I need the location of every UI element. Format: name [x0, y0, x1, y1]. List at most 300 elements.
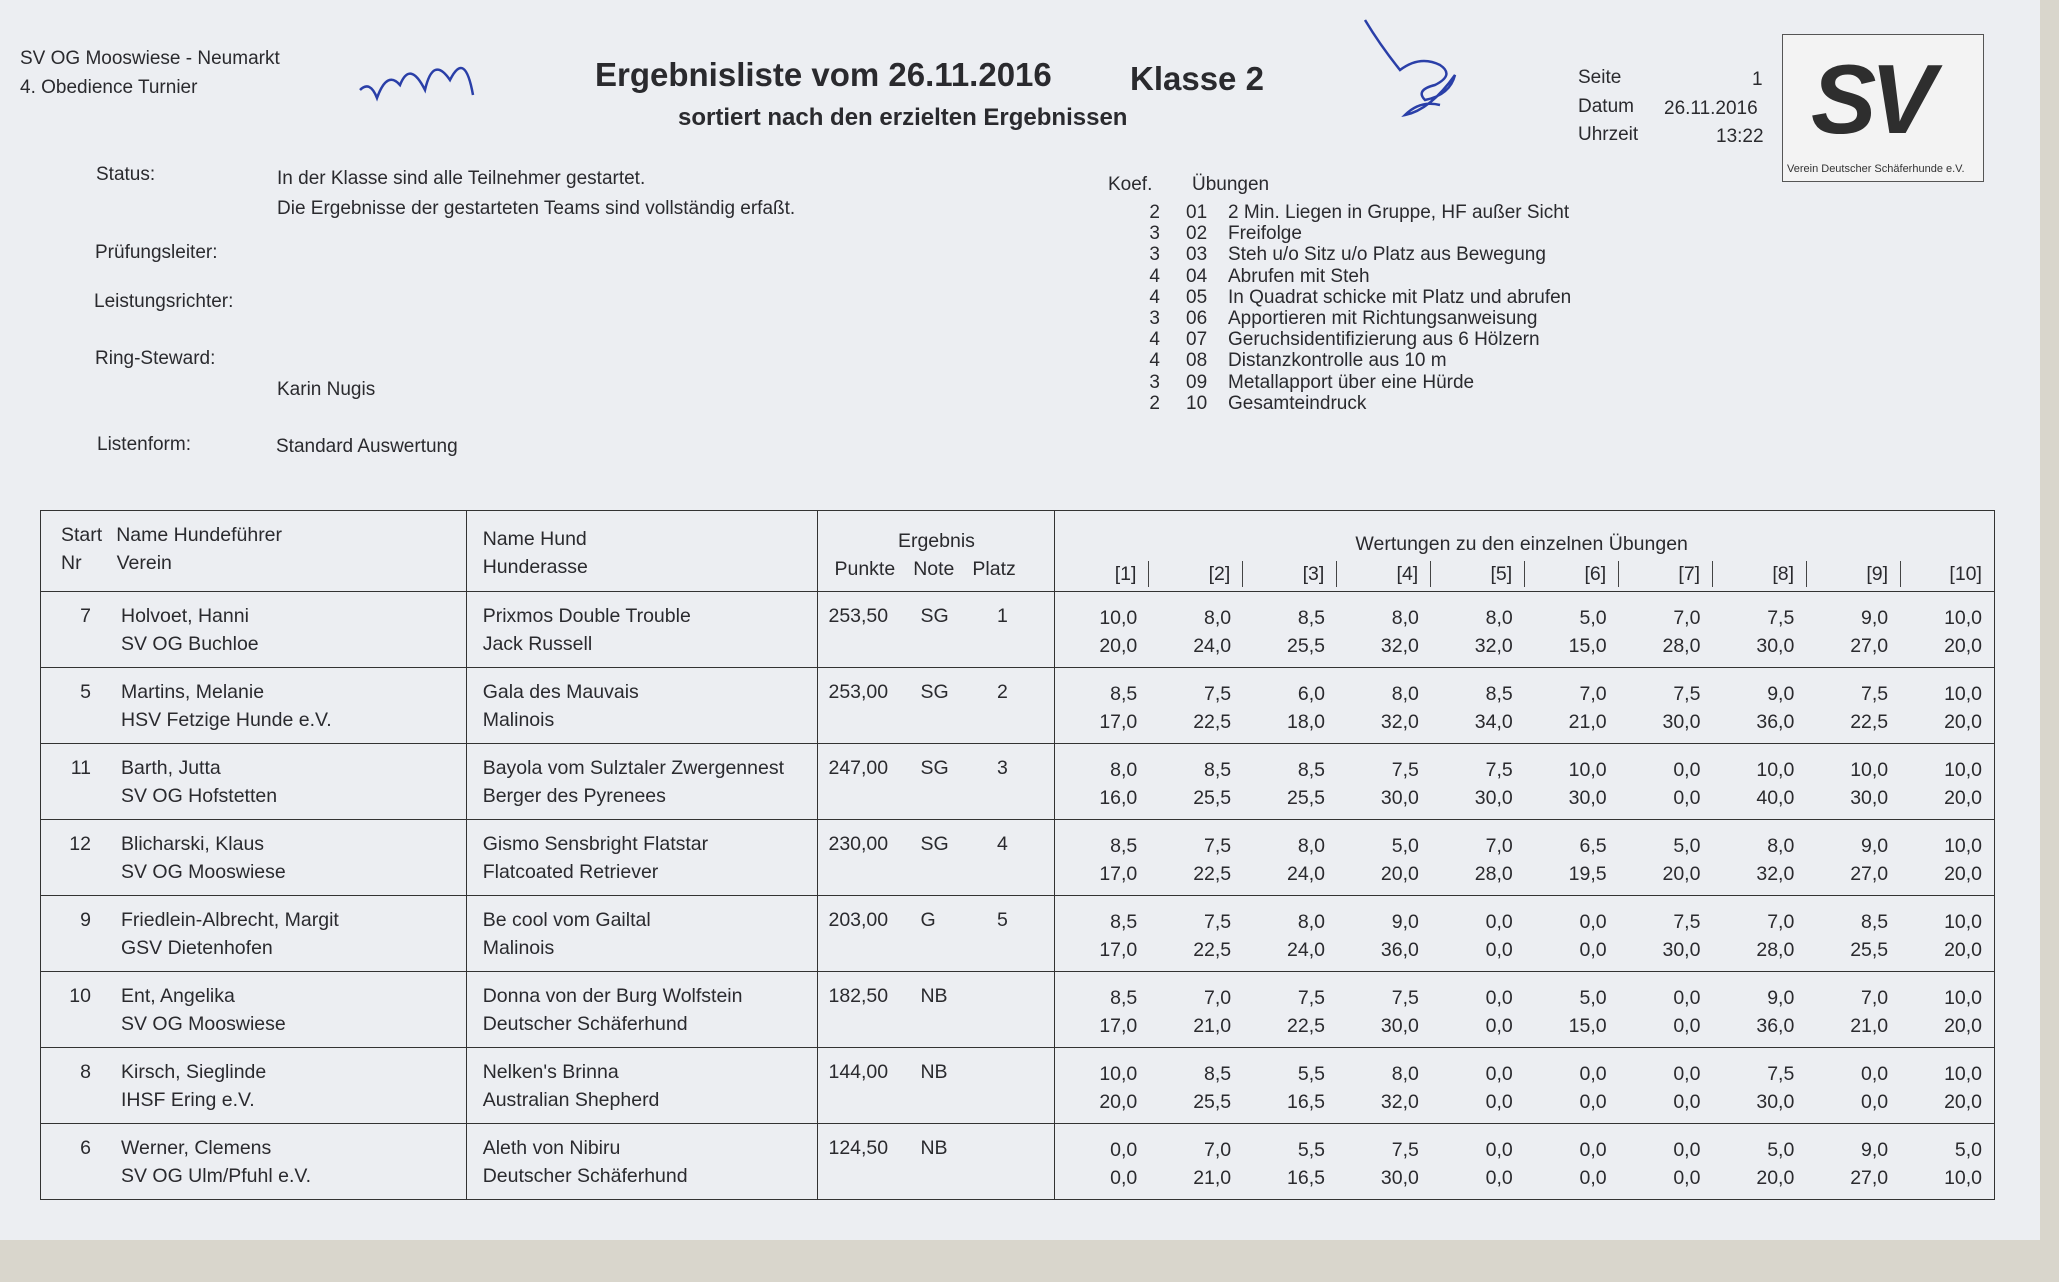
handler-club: SV OG Hofstetten [121, 785, 278, 807]
score-points: 7,0 [1204, 987, 1232, 1009]
listenform-value: Standard Auswertung [276, 436, 458, 457]
score-cell [1900, 820, 1994, 895]
score-weighted: 36,0 [1380, 939, 1419, 961]
header-score-col: [8] [1713, 561, 1807, 587]
table-row [41, 1048, 1995, 1124]
header-score-col: [4] [1337, 561, 1431, 587]
score-weighted: 20,0 [1944, 787, 1983, 809]
listenform-label: Listenform: [97, 434, 191, 455]
score-weighted: 25,5 [1287, 635, 1325, 657]
score-weighted: 20,0 [1380, 863, 1419, 885]
score-weighted: 20,0 [1944, 939, 1983, 961]
header-punkte: Punkte [834, 558, 896, 580]
score-cell [1712, 744, 1806, 819]
handler-cell [41, 592, 467, 668]
score-weighted: 20,0 [1944, 711, 1983, 733]
result-cell [818, 1124, 1055, 1200]
rank: 3 [997, 757, 1008, 779]
total-points: 247,00 [828, 757, 889, 779]
score-points: 9,0 [1861, 835, 1889, 857]
sv-logo-mark: SV [1811, 44, 1930, 154]
scores-cell [1055, 1048, 1995, 1124]
uhrzeit-label: Uhrzeit [1578, 124, 1639, 145]
score-weighted: 20,0 [1099, 1091, 1138, 1113]
score-points: 8,5 [1110, 987, 1138, 1009]
score-weighted: 15,0 [1568, 635, 1607, 657]
score-weighted: 22,5 [1287, 1015, 1325, 1037]
result-cell [818, 592, 1055, 668]
total-points: 230,00 [828, 833, 889, 855]
dog-breed: Deutscher Schäferhund [482, 1013, 688, 1035]
score-cell [1619, 744, 1713, 819]
score-points: 8,0 [1391, 683, 1419, 705]
score-weighted: 24,0 [1287, 863, 1325, 885]
sv-logo [1782, 34, 1984, 182]
grade: SG [920, 605, 949, 627]
score-weighted: 20,0 [1944, 635, 1983, 657]
score-weighted: 32,0 [1474, 635, 1513, 657]
exercise-label: In Quadrat schicke mit Platz und abrufen [1228, 286, 1572, 308]
sv-logo-caption: Verein Deutscher Schäferhunde e.V. [1787, 163, 1965, 175]
handler-name: Kirsch, Sieglinde [121, 1061, 267, 1083]
score-points: 6,5 [1579, 835, 1607, 857]
total-points: 253,00 [828, 681, 889, 703]
header-name-hund: Name Hund [482, 528, 587, 550]
header-score-col: [3] [1243, 561, 1337, 587]
handler-club: SV OG Buchloe [121, 633, 259, 655]
score-points: 8,0 [1297, 835, 1325, 857]
rank: 5 [997, 909, 1008, 931]
score-weighted: 30,0 [1756, 635, 1795, 657]
exercise-koef: 3 [1149, 308, 1160, 329]
result-cell [818, 896, 1055, 972]
score-cell [1619, 1124, 1713, 1199]
score-cell [1431, 744, 1525, 819]
exercise-koef: 4 [1149, 286, 1160, 308]
score-cell [1712, 1124, 1806, 1199]
score-points: 0,0 [1673, 759, 1701, 781]
score-cell [1337, 896, 1431, 971]
score-points: 10,0 [1944, 1063, 1983, 1085]
score-cell [1337, 1124, 1431, 1199]
score-weighted: 0,0 [1579, 939, 1607, 961]
score-weighted: 30,0 [1380, 787, 1419, 809]
score-cell [1055, 668, 1149, 743]
org-name: SV OG Mooswiese - Neumarkt [20, 48, 280, 69]
score-weighted: 20,0 [1662, 863, 1701, 885]
score-points: 8,5 [1110, 683, 1138, 705]
handler-name: Martins, Melanie [121, 681, 265, 703]
score-points: 8,0 [1110, 759, 1138, 781]
total-points: 144,00 [828, 1061, 889, 1083]
dog-name: Be cool vom Gailtal [482, 909, 651, 931]
score-points: 8,5 [1861, 911, 1889, 933]
exercise-row [1140, 287, 1571, 309]
dog-cell [466, 820, 818, 896]
score-cell [1712, 592, 1806, 667]
header-ergebnis: Ergebnis [897, 530, 975, 552]
score-points: 5,0 [1954, 1139, 1983, 1161]
header-scores [1055, 511, 1995, 592]
ringsteward-label: Ring-Steward: [95, 348, 216, 369]
score-points: 7,5 [1204, 683, 1232, 705]
table-row [41, 592, 1995, 668]
header-start: Start [61, 524, 103, 546]
header-score-col: [6] [1525, 561, 1619, 587]
score-points: 7,5 [1673, 911, 1701, 933]
score-cell [1149, 668, 1243, 743]
exercise-nr: 05 [1186, 286, 1208, 308]
ringsteward-value: Karin Nugis [277, 379, 376, 400]
header-handler [41, 511, 467, 592]
score-cell [1055, 744, 1149, 819]
uhrzeit-value: 13:22 [1716, 126, 1764, 147]
score-cell [1525, 1048, 1619, 1123]
score-points: 7,0 [1485, 835, 1513, 857]
score-points: 8,0 [1297, 911, 1325, 933]
exercise-nr: 09 [1186, 371, 1208, 393]
exercise-row [1140, 202, 1569, 224]
rank: 1 [997, 605, 1008, 627]
score-points: 0,0 [1579, 1139, 1607, 1161]
score-weighted: 30,0 [1380, 1015, 1419, 1037]
score-cell [1712, 820, 1806, 895]
rank: 4 [997, 833, 1008, 855]
score-points: 0,0 [1673, 1063, 1701, 1085]
score-weighted: 22,5 [1850, 711, 1889, 733]
exercise-koef: 2 [1149, 202, 1160, 223]
score-points: 0,0 [1485, 1063, 1513, 1085]
dog-name: Prixmos Double Trouble [482, 605, 691, 627]
score-points: 8,5 [1485, 683, 1513, 705]
handler-name: Blicharski, Klaus [121, 833, 265, 855]
handler-cell [41, 668, 467, 744]
result-cell [818, 972, 1055, 1048]
score-cell [1149, 820, 1243, 895]
score-cell [1525, 592, 1619, 667]
seite-label: Seite [1578, 67, 1622, 88]
score-cell [1337, 972, 1431, 1047]
grade: SG [920, 757, 949, 779]
score-points: 0,0 [1673, 1139, 1701, 1161]
koef-label: Koef. [1108, 174, 1153, 195]
dog-breed: Jack Russell [482, 633, 593, 655]
score-points: 0,0 [1485, 987, 1513, 1009]
header-score-col: [9] [1807, 561, 1901, 587]
exercise-label: Steh u/o Sitz u/o Platz aus Bewegung [1228, 244, 1546, 266]
handler-name: Barth, Jutta [121, 757, 221, 779]
score-weighted: 0,0 [1485, 939, 1513, 961]
score-points: 5,0 [1579, 987, 1607, 1009]
score-cell [1806, 1124, 1900, 1199]
score-weighted: 32,0 [1380, 1091, 1419, 1113]
handler-cell [41, 1048, 467, 1124]
header-score-col: [5] [1431, 561, 1525, 587]
score-cell [1525, 820, 1619, 895]
score-cell [1619, 1048, 1713, 1123]
score-cell [1431, 820, 1525, 895]
score-cell [1337, 820, 1431, 895]
score-weighted: 0,0 [1485, 1091, 1513, 1113]
start-nr: 5 [80, 681, 91, 703]
score-cell [1712, 896, 1806, 971]
score-points: 7,5 [1204, 911, 1232, 933]
score-weighted: 27,0 [1850, 635, 1889, 657]
exercise-row [1140, 308, 1537, 330]
page-title: Ergebnisliste vom 26.11.2016 [595, 56, 1052, 93]
score-points: 10,0 [1568, 759, 1607, 781]
score-weighted: 32,0 [1380, 635, 1419, 657]
score-weighted: 24,0 [1193, 635, 1232, 657]
score-cell [1900, 744, 1994, 819]
score-weighted: 17,0 [1099, 1015, 1138, 1037]
handler-club: HSV Fetzige Hunde e.V. [121, 709, 332, 731]
grade: NB [920, 1137, 948, 1159]
dog-breed: Flatcoated Retriever [482, 861, 659, 883]
scores-cell [1055, 820, 1995, 896]
exercise-nr: 07 [1186, 329, 1208, 351]
seite-value: 1 [1752, 69, 1763, 90]
start-nr: 6 [80, 1137, 91, 1159]
score-weighted: 21,0 [1193, 1015, 1232, 1037]
handler-cell [41, 820, 467, 896]
score-weighted: 28,0 [1662, 635, 1701, 657]
score-points: 10,0 [1850, 759, 1889, 781]
score-weighted: 0,0 [1673, 1091, 1701, 1113]
score-weighted: 32,0 [1756, 863, 1795, 885]
exercise-koef: 2 [1149, 392, 1160, 414]
score-weighted: 30,0 [1662, 939, 1701, 961]
header-nr: Nr [61, 552, 82, 574]
score-weighted: 30,0 [1380, 1167, 1419, 1189]
signature-scribble-left [355, 50, 495, 110]
score-weighted: 0,0 [1485, 1015, 1513, 1037]
score-weighted: 16,5 [1287, 1091, 1325, 1113]
score-weighted: 25,5 [1193, 787, 1232, 809]
score-weighted: 21,0 [1850, 1015, 1889, 1037]
score-points: 7,0 [1673, 607, 1701, 629]
score-weighted: 25,5 [1287, 787, 1325, 809]
handler-cell [41, 744, 467, 820]
score-cell [1149, 896, 1243, 971]
score-cell [1619, 592, 1713, 667]
dog-cell [466, 972, 818, 1048]
score-points: 10,0 [1944, 759, 1983, 781]
score-weighted: 17,0 [1099, 863, 1138, 885]
score-cell [1900, 592, 1994, 667]
score-weighted: 20,0 [1944, 1015, 1983, 1037]
score-cell [1806, 896, 1900, 971]
exercise-koef: 4 [1149, 265, 1160, 287]
dog-cell [466, 1048, 818, 1124]
dog-name: Gismo Sensbright Flatstar [482, 833, 709, 855]
dog-name: Donna von der Burg Wolfstein [482, 985, 743, 1007]
class-title: Klasse 2 [1130, 60, 1264, 97]
grade: NB [920, 1061, 948, 1083]
score-cell [1337, 1048, 1431, 1123]
exercise-row [1140, 223, 1302, 245]
score-points: 0,0 [1579, 911, 1607, 933]
score-points: 6,0 [1297, 683, 1325, 705]
score-points: 8,0 [1485, 607, 1513, 629]
handler-club: GSV Dietenhofen [121, 937, 273, 959]
score-points: 7,5 [1391, 987, 1419, 1009]
score-points: 7,0 [1861, 987, 1889, 1009]
score-cell [1055, 972, 1149, 1047]
exercise-row [1140, 266, 1370, 288]
score-weighted: 0,0 [1673, 1167, 1701, 1189]
score-points: 7,5 [1767, 607, 1795, 629]
score-cell [1806, 820, 1900, 895]
score-weighted: 21,0 [1568, 711, 1607, 733]
score-cell [1525, 972, 1619, 1047]
score-cell [1243, 668, 1337, 743]
score-points: 8,5 [1110, 911, 1138, 933]
dog-name: Aleth von Nibiru [482, 1137, 621, 1159]
score-cell [1525, 668, 1619, 743]
score-points: 9,0 [1391, 911, 1419, 933]
dog-cell [466, 744, 818, 820]
score-weighted: 20,0 [1099, 635, 1138, 657]
score-cell [1712, 668, 1806, 743]
score-points: 7,5 [1767, 1063, 1795, 1085]
score-points: 8,0 [1391, 607, 1419, 629]
score-cell [1055, 1124, 1149, 1199]
dog-cell [466, 592, 818, 668]
results-table [40, 510, 1995, 1200]
score-weighted: 16,0 [1099, 787, 1138, 809]
score-weighted: 19,5 [1568, 863, 1607, 885]
exercise-label: Gesamteindruck [1228, 392, 1367, 414]
score-points: 8,5 [1297, 607, 1325, 629]
score-weighted: 25,5 [1850, 939, 1889, 961]
score-cell [1243, 592, 1337, 667]
score-weighted: 34,0 [1474, 711, 1513, 733]
score-weighted: 22,5 [1193, 939, 1232, 961]
start-nr: 7 [80, 605, 91, 627]
score-weighted: 30,0 [1662, 711, 1701, 733]
exercise-label: Freifolge [1228, 223, 1302, 245]
dog-breed: Deutscher Schäferhund [482, 1165, 688, 1187]
handler-club: SV OG Mooswiese [121, 861, 286, 883]
exercise-label: Abrufen mit Steh [1228, 265, 1370, 287]
score-cell [1243, 1048, 1337, 1123]
total-points: 253,50 [828, 605, 889, 627]
exercise-label: Apportieren mit Richtungsanweisung [1228, 308, 1538, 329]
dog-breed: Australian Shepherd [482, 1089, 660, 1111]
score-points: 10,0 [1944, 683, 1983, 705]
score-cell [1806, 668, 1900, 743]
header-dog [466, 511, 818, 592]
score-points: 5,0 [1767, 1139, 1795, 1161]
score-weighted: 0,0 [1861, 1091, 1889, 1113]
score-cell [1337, 592, 1431, 667]
score-cell [1431, 972, 1525, 1047]
score-points: 7,0 [1579, 683, 1607, 705]
score-points: 7,5 [1485, 759, 1513, 781]
grade: G [920, 909, 936, 931]
score-points: 0,0 [1579, 1063, 1607, 1085]
score-weighted: 0,0 [1485, 1167, 1513, 1189]
header-note: Note [913, 558, 955, 580]
result-cell [818, 668, 1055, 744]
score-weighted: 15,0 [1568, 1015, 1607, 1037]
exercise-label: 2 Min. Liegen in Gruppe, HF außer Sicht [1228, 202, 1570, 223]
grade: SG [920, 833, 949, 855]
exercise-nr: 10 [1186, 392, 1208, 414]
total-points: 203,00 [828, 909, 889, 931]
rank: 2 [997, 681, 1008, 703]
exercise-nr: 04 [1186, 265, 1208, 287]
score-points: 7,5 [1673, 683, 1701, 705]
header-score-col: [7] [1619, 561, 1713, 587]
exercise-koef: 4 [1149, 329, 1160, 351]
score-points: 9,0 [1861, 1139, 1889, 1161]
score-cell [1055, 896, 1149, 971]
score-points: 7,5 [1391, 1139, 1419, 1161]
score-points: 7,5 [1861, 683, 1889, 705]
score-points: 7,5 [1297, 987, 1325, 1009]
score-cell [1900, 1124, 1994, 1199]
dog-cell [466, 896, 818, 972]
score-weighted: 22,5 [1193, 711, 1232, 733]
score-cell [1806, 972, 1900, 1047]
score-cell [1806, 1048, 1900, 1123]
score-cell [1431, 592, 1525, 667]
start-nr: 10 [69, 985, 91, 1007]
score-weighted: 10,0 [1944, 1167, 1983, 1189]
table-row [41, 744, 1995, 820]
exercise-nr: 02 [1186, 223, 1208, 245]
dog-breed: Malinois [482, 937, 555, 959]
score-weighted: 0,0 [1110, 1167, 1138, 1189]
score-cell [1431, 1048, 1525, 1123]
handler-cell [41, 896, 467, 972]
score-weighted: 25,5 [1193, 1091, 1232, 1113]
scores-cell [1055, 896, 1995, 972]
result-cell [818, 820, 1055, 896]
score-weighted: 17,0 [1099, 711, 1138, 733]
header-score-col: [10] [1949, 563, 1982, 585]
exercise-koef: 3 [1149, 244, 1160, 266]
score-cell [1900, 972, 1994, 1047]
score-weighted: 27,0 [1850, 1167, 1889, 1189]
exercise-row [1140, 350, 1447, 372]
score-weighted: 28,0 [1756, 939, 1795, 961]
score-cell [1243, 820, 1337, 895]
exercise-nr: 01 [1186, 202, 1208, 223]
dog-name: Nelken's Brinna [482, 1061, 619, 1083]
score-points: 5,5 [1297, 1139, 1325, 1161]
score-cell [1525, 896, 1619, 971]
table-row [41, 668, 1995, 744]
header-rasse: Hunderasse [482, 556, 588, 578]
start-nr: 11 [70, 757, 91, 779]
total-points: 124,50 [828, 1137, 889, 1159]
score-cell [1055, 592, 1149, 667]
score-weighted: 16,5 [1287, 1167, 1325, 1189]
exercise-label: Geruchsidentifizierung aus 6 Hölzern [1228, 329, 1540, 351]
score-cell [1619, 896, 1713, 971]
dog-breed: Berger des Pyrenees [482, 785, 666, 807]
dog-cell [466, 1124, 818, 1200]
handler-name: Ent, Angelika [121, 985, 235, 1007]
score-cell [1337, 668, 1431, 743]
score-cell [1619, 820, 1713, 895]
scores-cell [1055, 1124, 1995, 1200]
score-weighted: 20,0 [1944, 863, 1983, 885]
status-line-1: In der Klasse sind alle Teilnehmer gestartet. [277, 168, 646, 189]
